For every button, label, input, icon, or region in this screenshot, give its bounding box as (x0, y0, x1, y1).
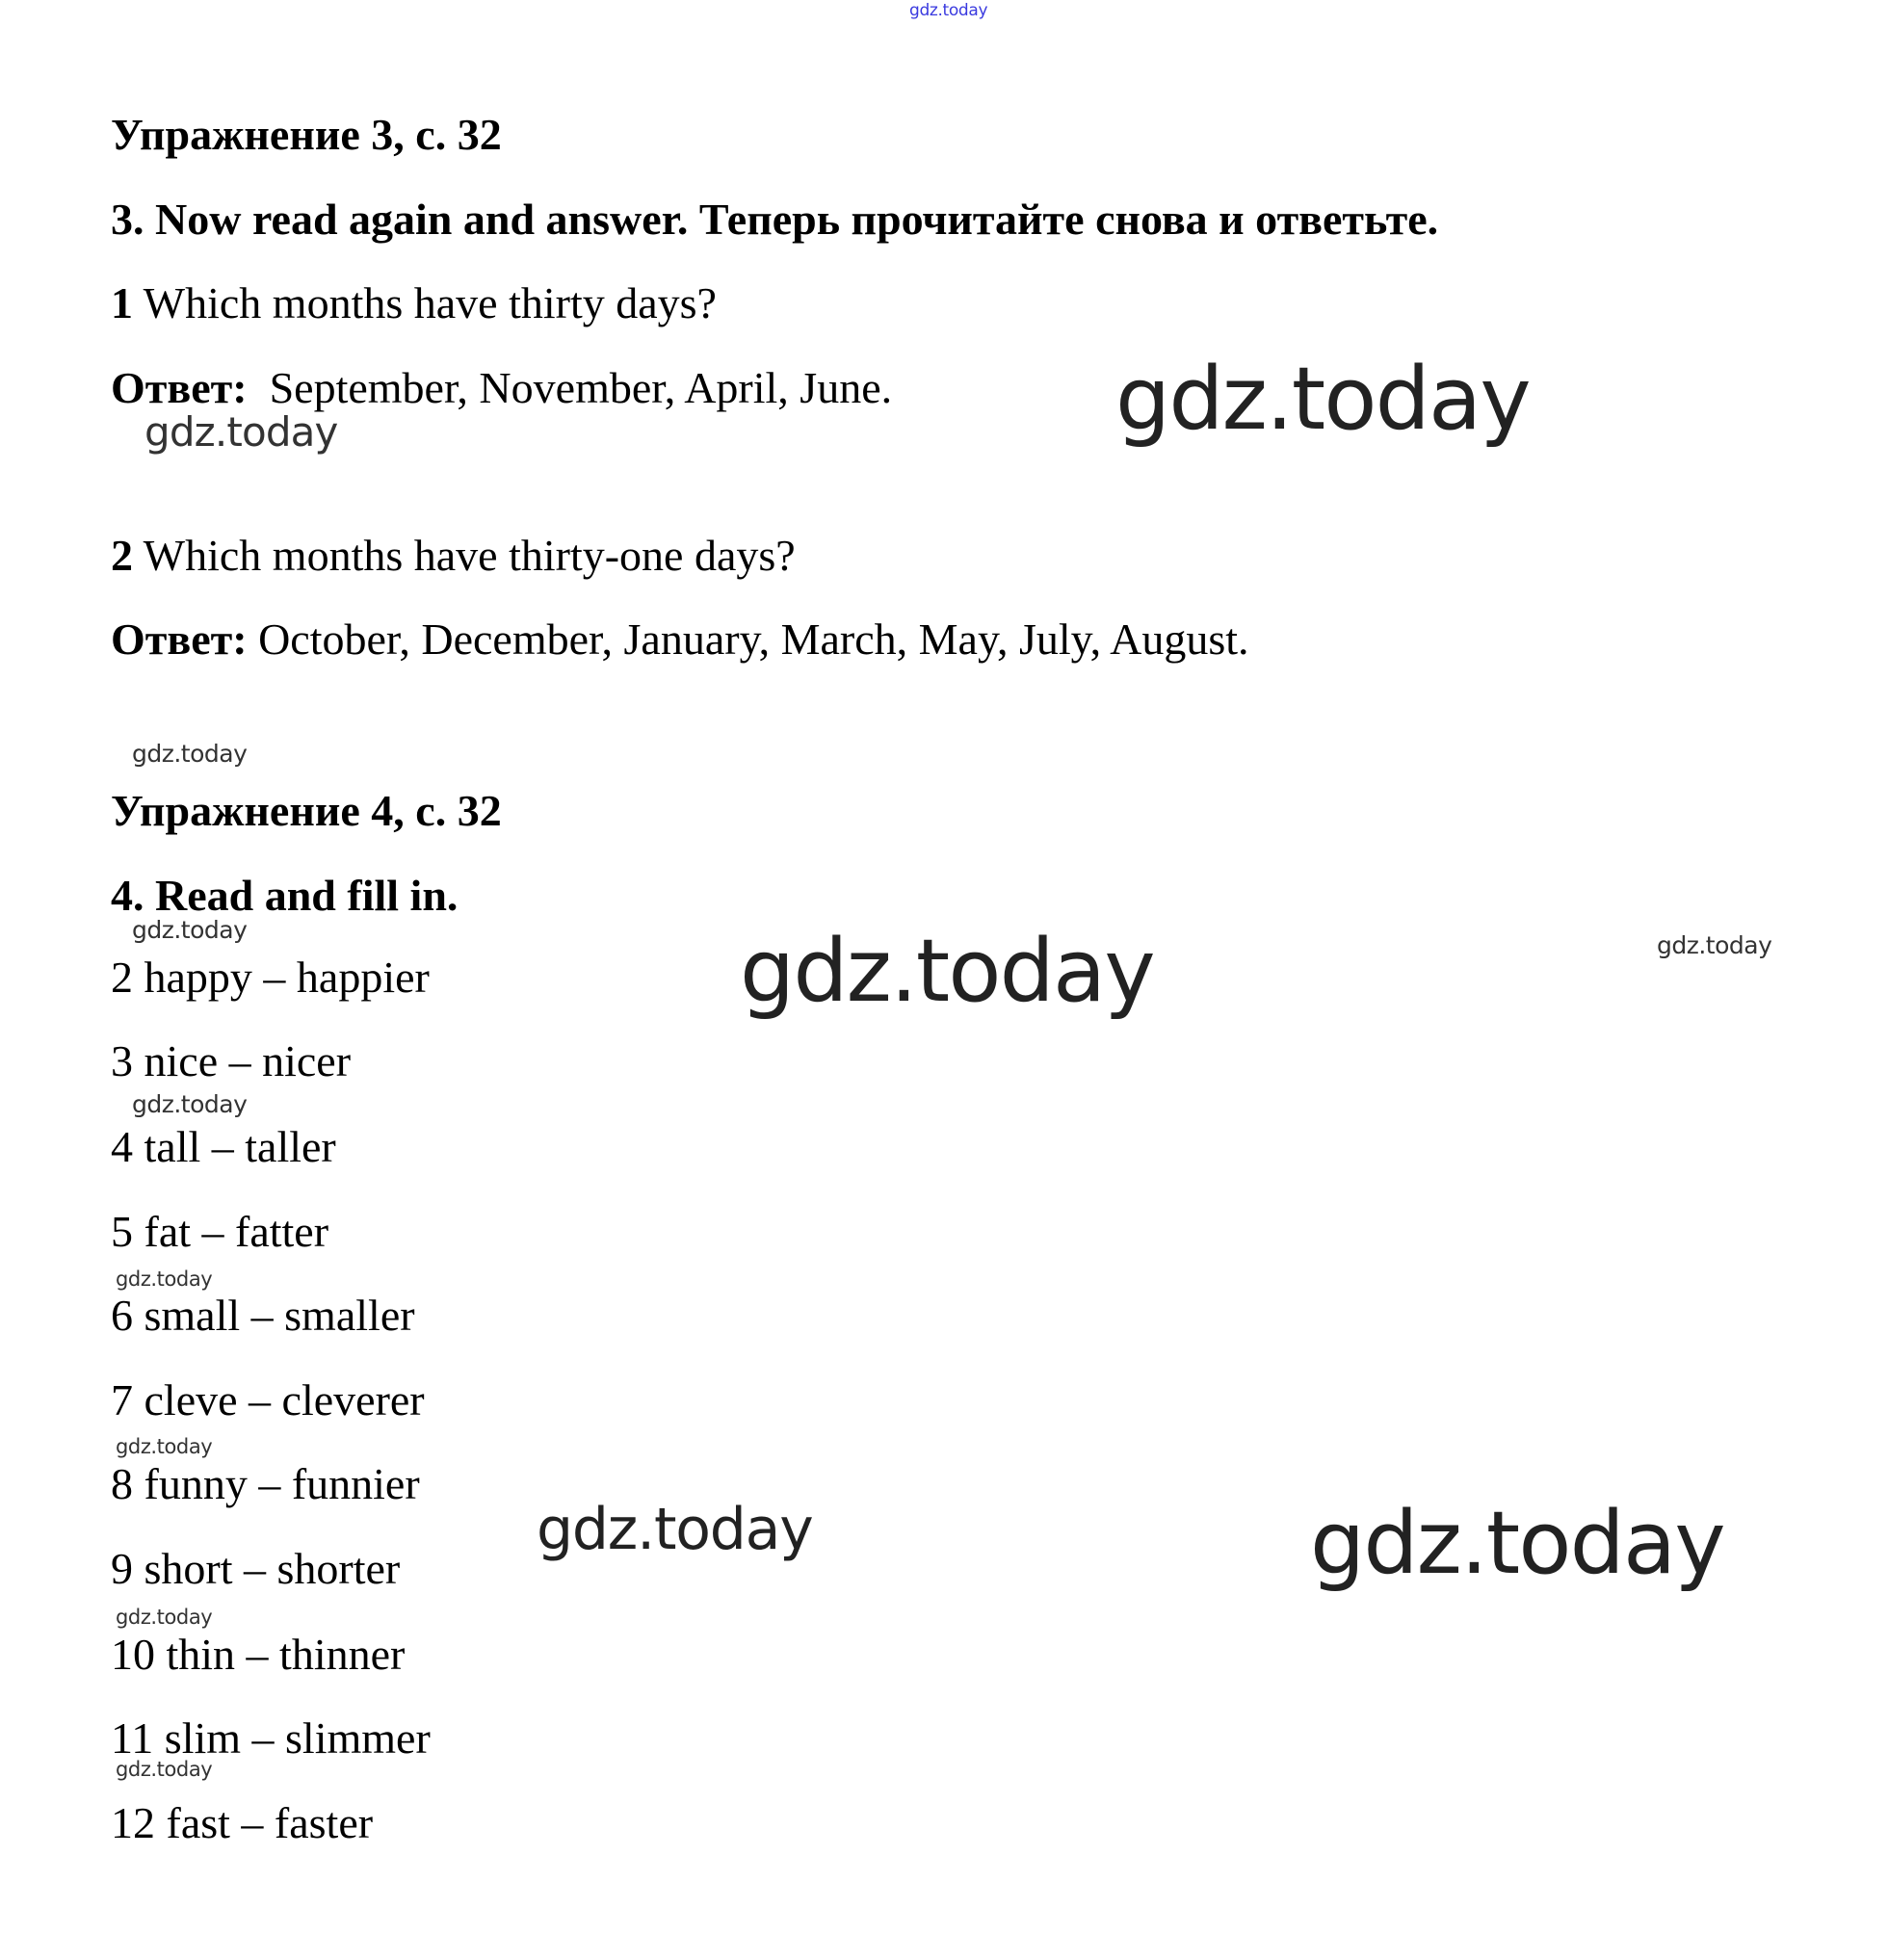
list-item: 3 nice – nicer (111, 1036, 352, 1085)
question-number: 2 (111, 531, 133, 580)
list-item: 5 fat – fatter (111, 1207, 329, 1256)
watermark: gdz.today (116, 1758, 213, 1781)
answer-text: September, November, April, June. (269, 363, 893, 412)
list-item: 12 fast – faster (111, 1798, 374, 1847)
list-item: 9 short – shorter (111, 1544, 401, 1593)
answer-text: October, December, January, March, May, July, August. (258, 614, 1249, 664)
list-item: 11 slim – slimmer (111, 1713, 431, 1763)
watermark: gdz.today (537, 1496, 813, 1563)
exercise-4-task: 4. Read and fill in. (111, 871, 459, 920)
exercise-4-heading: Упражнение 4, с. 32 (111, 786, 502, 835)
watermark: gdz.today (740, 921, 1154, 1022)
watermark: gdz.today (1115, 349, 1530, 450)
list-item: 2 happy – happier (111, 953, 430, 1002)
watermark: gdz.today (909, 1, 988, 20)
watermark: gdz.today (132, 916, 248, 944)
answer-label: Ответ: (111, 614, 248, 664)
list-item: 8 funny – funnier (111, 1459, 420, 1508)
question-1 (111, 278, 717, 327)
exercise-3-task: 3. Now read again and answer. Теперь прочитайте снова и ответьте. (111, 195, 1439, 244)
watermark: gdz.today (116, 1435, 213, 1458)
watermark: gdz.today (132, 1090, 248, 1118)
watermark: gdz.today (116, 1606, 213, 1629)
answer-label: Ответ: (111, 363, 248, 412)
answer-2 (111, 614, 1249, 664)
list-item: 6 small – smaller (111, 1291, 415, 1340)
watermark: gdz.today (1310, 1493, 1724, 1594)
answer-1 (111, 363, 893, 412)
question-number: 1 (111, 278, 133, 327)
question-text: Which months have thirty-one days? (143, 531, 796, 580)
question-text: Which months have thirty days? (143, 278, 717, 327)
watermark: gdz.today (116, 1267, 213, 1291)
watermark: gdz.today (132, 740, 248, 768)
question-2 (111, 531, 796, 580)
list-item: 4 tall – taller (111, 1122, 336, 1171)
watermark: gdz.today (1657, 931, 1772, 959)
list-item: 7 cleve – cleverer (111, 1375, 425, 1424)
watermark: gdz.today (144, 408, 338, 456)
list-item: 10 thin – thinner (111, 1630, 406, 1679)
exercise-3-heading: Упражнение 3, с. 32 (111, 110, 502, 159)
